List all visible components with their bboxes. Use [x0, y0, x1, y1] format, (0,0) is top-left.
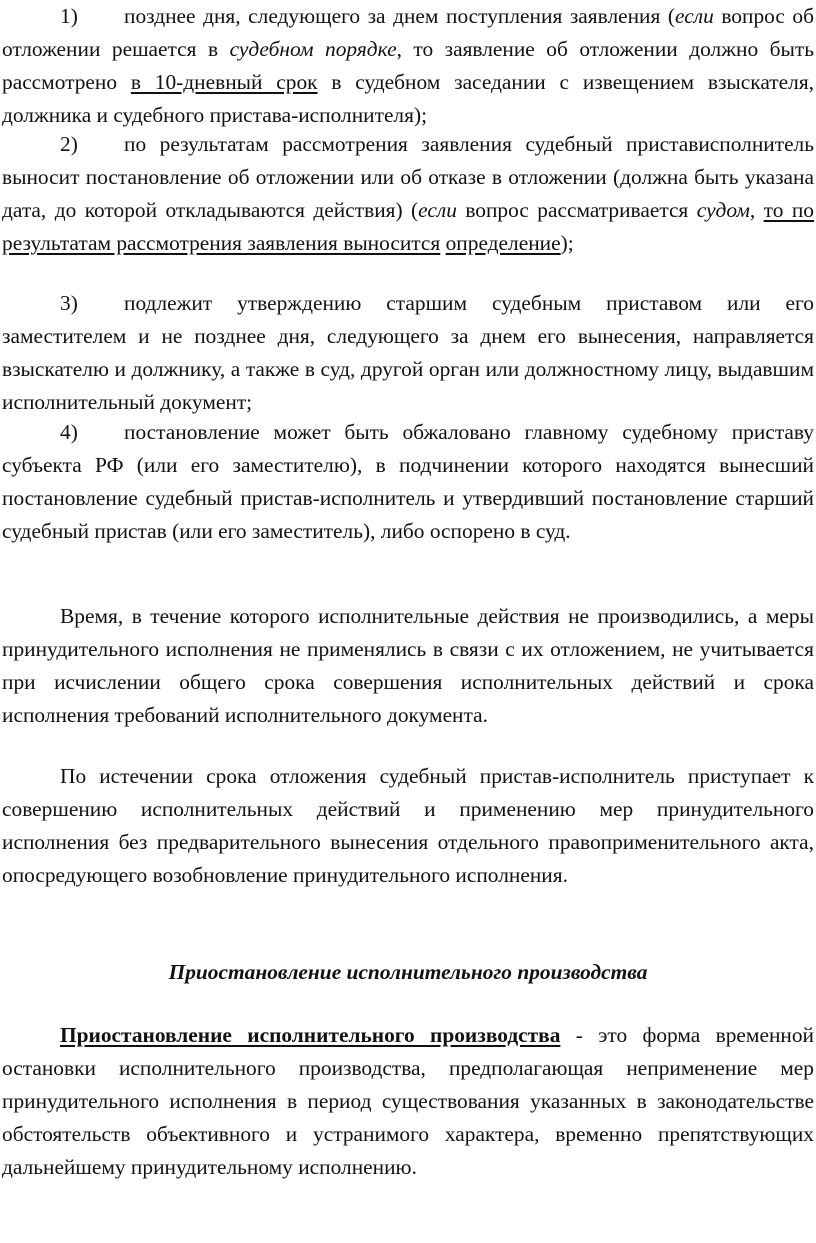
list-number: 3)	[60, 291, 78, 315]
list-number: 1)	[60, 4, 78, 28]
list-item-3: 3) подлежит утверждению старшим судебным приставом или его заместителем и не позднее дня, следующего за днем его вынесения, направляется взыскателю и должнику, а также в суд, другой орган или должностному лицу, выдавшим исполнительный документ;	[2, 287, 814, 419]
list-number: 2)	[60, 132, 78, 156]
list-number: 4)	[60, 420, 78, 444]
list-item-2: 2) по результатам рассмотрения заявления судебный пристависполнитель выносит постановление об отложении или об отказе в отложении (должна быть указана дата, до которой откладываются действия) (если вопрос рассматривается судом, то по результатам рассмотрения заявления выносится определение);	[2, 128, 814, 260]
paragraph-expiry: По истечении срока отложения судебный пристав-исполнитель приступает к совершению исполнительных действий и применению мер принудительного исполнения без предварительного вынесения отдельного правоприменительного акта, опосредующего возобновление принудительного исполнения.	[2, 764, 814, 887]
underlined-term: то по результатам рассмотрения заявления выносится	[2, 198, 814, 255]
list-item-1: 1) позднее дня, следующего за днем поступления заявления (если вопрос об отложении решается в судебном порядке, то заявление об отложении должно быть рассмотрено в 10-дневный срок в судебном заседании с извещением взыскателя, должника и судебного пристава-исполнителя);	[2, 0, 814, 132]
paragraph-time: Время, в течение которого исполнительные действия не производились, а меры принудительного исполнения не применялись в связи с их отложением, не учитывается при исчислении общего срока совершения исполнительных действий и срока исполнения требований исполнительного документа.	[2, 604, 814, 727]
defined-term: Приостановление исполнительного производства	[60, 1023, 561, 1047]
underlined-term: в 10-дневный срок	[130, 70, 318, 94]
list-item-4: 4) постановление может быть обжаловано главному судебному приставу субъекта РФ (или его заместителю), в подчинении которого находятся вынесший постановление судебный пристав-исполнитель и утвердивший постановление старший судебный пристав (или его заместитель), либо оспорено в суд.	[2, 416, 814, 548]
definition-paragraph: Приостановление исполнительного производства - это форма временной остановки исполнительного производства, предполагающая неприменение мер принудительного исполнения в период существования указанных в законодательстве обстоятельств объективного и устранимого характера, временно препятствующих дальнейшему принудительному исполнению.	[2, 1023, 814, 1179]
underlined-term: определение	[445, 231, 561, 255]
section-heading: Приостановление исполнительного производства	[168, 960, 648, 984]
